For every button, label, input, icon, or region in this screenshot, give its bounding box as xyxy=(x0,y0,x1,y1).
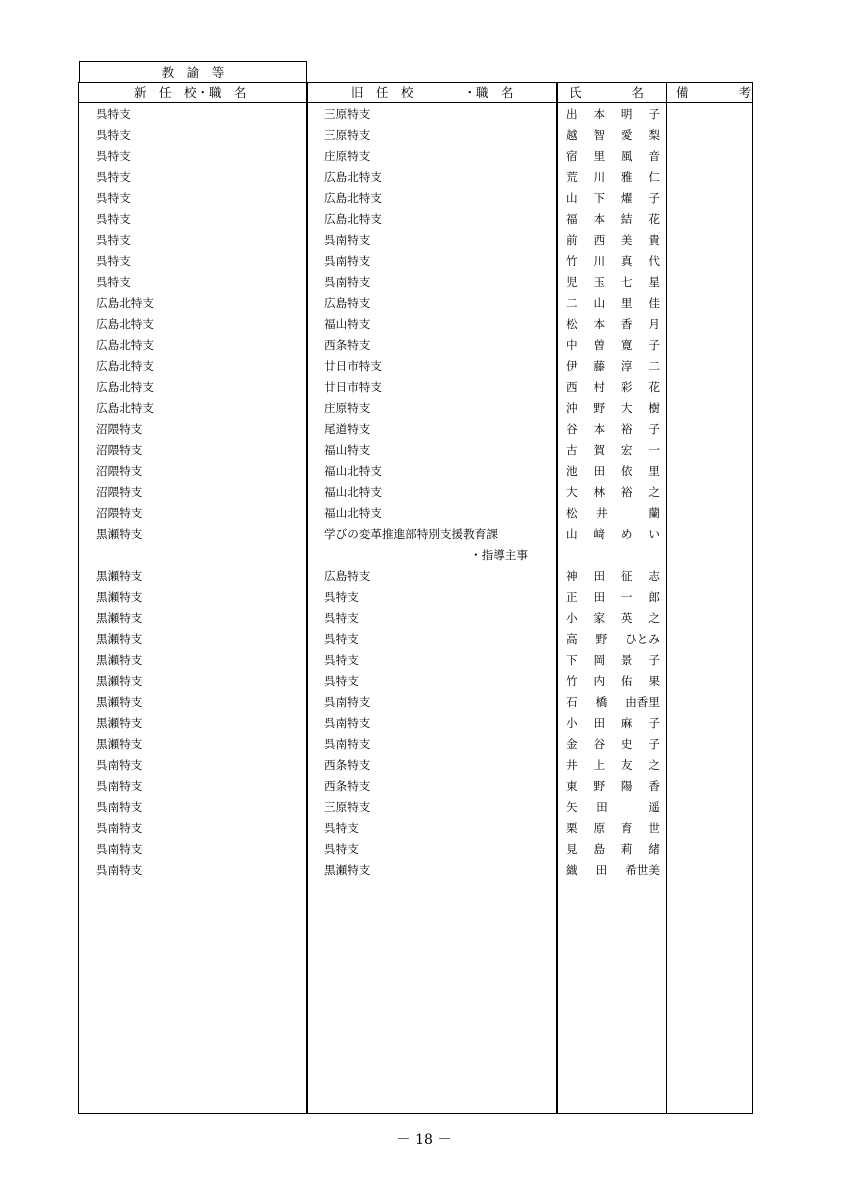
name-char: 代 xyxy=(648,254,660,268)
name-char: 景 xyxy=(620,653,633,667)
name-char: 伊 xyxy=(566,359,578,373)
new-school-cell: 黒瀬特支 xyxy=(96,674,143,688)
name-char: 中 xyxy=(566,338,578,352)
table-row xyxy=(79,860,752,881)
name-char: 音 xyxy=(648,149,660,163)
name-char: 子 xyxy=(648,422,660,436)
table-row xyxy=(79,335,752,356)
name-char: 岡 xyxy=(593,653,606,667)
name-char: 曽 xyxy=(593,338,606,352)
name-cell xyxy=(566,106,660,123)
name-char: い xyxy=(648,527,660,541)
new-school-cell: 呉特支 xyxy=(96,107,131,121)
name-char: 正 xyxy=(566,590,578,604)
old-school-cell: 呉特支 xyxy=(324,653,359,667)
name-char: 一 xyxy=(620,590,633,604)
name-char: 貴 xyxy=(648,233,660,247)
name-char: 本 xyxy=(593,107,606,121)
name-cell xyxy=(566,148,660,165)
name-char: ひとみ xyxy=(625,632,660,646)
name-cell xyxy=(566,778,660,795)
name-char: 藤 xyxy=(593,359,606,373)
name-char: 寛 xyxy=(620,338,633,352)
name-char: 下 xyxy=(566,653,578,667)
name-char: 田 xyxy=(596,800,608,814)
name-char: 谷 xyxy=(593,737,606,751)
old-school-cell: 広島北特支 xyxy=(324,170,382,184)
name-char: 出 xyxy=(566,107,578,121)
old-school-cell: 呉特支 xyxy=(324,632,359,646)
old-school-cell: 呉特支 xyxy=(324,611,359,625)
name-char: 希世美 xyxy=(625,863,660,877)
name-char: 山 xyxy=(566,191,578,205)
name-char: 遥 xyxy=(648,800,660,814)
new-school-cell: 呉特支 xyxy=(96,275,131,289)
old-school-cell: 西条特支 xyxy=(324,758,371,772)
name-char: 子 xyxy=(648,653,660,667)
name-cell xyxy=(566,715,660,732)
name-cell xyxy=(566,757,660,774)
new-school-cell: 黒瀬特支 xyxy=(96,695,143,709)
table-row xyxy=(79,398,752,419)
name-char: 西 xyxy=(593,233,606,247)
name-char: 之 xyxy=(648,485,660,499)
new-school-cell: 黒瀬特支 xyxy=(96,569,143,583)
name-cell xyxy=(566,505,660,522)
old-school-cell: 呉特支 xyxy=(324,842,359,856)
name-char xyxy=(626,505,630,522)
table-row xyxy=(79,671,752,692)
name-cell xyxy=(566,610,660,627)
name-char: 松 xyxy=(566,317,578,331)
name-char: 風 xyxy=(620,149,633,163)
name-char: 裕 xyxy=(620,485,633,499)
name-char: 織 xyxy=(566,863,578,877)
name-cell xyxy=(566,526,660,543)
new-school-cell: 呉南特支 xyxy=(96,821,143,835)
name-cell xyxy=(566,652,660,669)
name-char: 子 xyxy=(648,737,660,751)
table-header xyxy=(79,83,752,103)
table-row xyxy=(79,188,752,209)
table-row xyxy=(79,356,752,377)
table-row xyxy=(79,461,752,482)
old-school-cell: 西条特支 xyxy=(324,338,371,352)
old-school-cell: 廿日市特支 xyxy=(324,380,382,394)
new-school-cell: 黒瀬特支 xyxy=(96,716,143,730)
name-char: 山 xyxy=(593,296,606,310)
table-row xyxy=(79,818,752,839)
name-char: 山 xyxy=(566,527,578,541)
new-school-cell: 呉南特支 xyxy=(96,800,143,814)
name-char: 裕 xyxy=(620,422,633,436)
name-char: 田 xyxy=(593,716,606,730)
name-cell xyxy=(566,694,660,711)
name-char: 下 xyxy=(593,191,606,205)
name-char: 越 xyxy=(566,128,578,142)
name-cell xyxy=(566,736,660,753)
name-cell xyxy=(566,274,660,291)
table-row xyxy=(79,797,752,818)
name-char: 井 xyxy=(566,758,578,772)
name-char: 彩 xyxy=(620,380,633,394)
name-char: 花 xyxy=(648,380,660,394)
name-char: 島 xyxy=(593,842,606,856)
new-school-cell: 呉特支 xyxy=(96,170,131,184)
name-char: 玉 xyxy=(593,275,606,289)
name-char: 愛 xyxy=(620,128,633,142)
name-char: 世 xyxy=(648,821,660,835)
name-char: 宿 xyxy=(566,149,578,163)
new-school-cell: 広島北特支 xyxy=(96,401,154,415)
old-school-cell: 福山北特支 xyxy=(324,506,382,520)
name-char: 莉 xyxy=(620,842,633,856)
new-school-cell: 呉南特支 xyxy=(96,863,143,877)
new-school-cell: 黒瀬特支 xyxy=(96,611,143,625)
name-char: 緒 xyxy=(648,842,660,856)
name-char: 川 xyxy=(593,170,606,184)
new-school-cell: 呉南特支 xyxy=(96,779,143,793)
name-cell xyxy=(566,358,660,375)
name-char: 香 xyxy=(620,317,633,331)
name-cell xyxy=(566,295,660,312)
name-char: 田 xyxy=(593,569,606,583)
old-school-cell: 呉南特支 xyxy=(324,695,371,709)
old-school-cell: 呉南特支 xyxy=(324,233,371,247)
old-school-cell: 呉特支 xyxy=(324,590,359,604)
name-char: 征 xyxy=(620,569,633,583)
old-position-cell: ・指導主事 xyxy=(470,548,528,562)
name-cell xyxy=(566,211,660,228)
name-char: 七 xyxy=(620,275,633,289)
name-char: 淳 xyxy=(620,359,633,373)
table-row xyxy=(79,692,752,713)
name-char: 梨 xyxy=(648,128,660,142)
table-row xyxy=(79,419,752,440)
table-row xyxy=(79,629,752,650)
old-school-cell: 西条特支 xyxy=(324,779,371,793)
name-char: 仁 xyxy=(648,170,660,184)
name-cell xyxy=(566,841,660,858)
header-new-school: 新 任 校・職 名 xyxy=(134,85,247,100)
old-school-cell: 三原特支 xyxy=(324,128,371,142)
table-row xyxy=(79,377,752,398)
new-school-cell: 広島北特支 xyxy=(96,296,154,310)
name-char: 林 xyxy=(593,485,606,499)
name-cell xyxy=(566,442,660,459)
name-char: 樹 xyxy=(648,401,660,415)
name-char: 佳 xyxy=(648,296,660,310)
old-school-cell: 呉特支 xyxy=(324,821,359,835)
name-cell xyxy=(566,379,660,396)
table-row xyxy=(79,272,752,293)
name-char: 児 xyxy=(566,275,578,289)
name-char: 月 xyxy=(648,317,660,331)
name-char: 二 xyxy=(566,296,578,310)
name-char: 里 xyxy=(593,149,606,163)
name-char: 橋 xyxy=(595,695,608,709)
table-row xyxy=(79,209,752,230)
name-char: 依 xyxy=(620,464,633,478)
name-char: 家 xyxy=(593,611,606,625)
old-school-cell: 庄原特支 xyxy=(324,401,371,415)
name-char: 見 xyxy=(566,842,578,856)
name-cell xyxy=(566,568,660,585)
name-char: 之 xyxy=(648,611,660,625)
name-char: 賀 xyxy=(593,443,606,457)
table-row xyxy=(79,125,752,146)
name-char: 野 xyxy=(593,779,606,793)
new-school-cell: 呉特支 xyxy=(96,149,131,163)
name-char: 矢 xyxy=(566,800,578,814)
table-row xyxy=(79,713,752,734)
old-school-cell: 福山特支 xyxy=(324,443,371,457)
name-char: 竹 xyxy=(566,254,578,268)
section-label-text: 教 諭 等 xyxy=(161,65,225,80)
name-char: 智 xyxy=(593,128,606,142)
table-row xyxy=(79,524,752,566)
table-row xyxy=(79,755,752,776)
name-char: 内 xyxy=(593,674,606,688)
name-char: 燿 xyxy=(620,191,633,205)
name-char: 佑 xyxy=(620,674,633,688)
table-row xyxy=(79,146,752,167)
name-char: 野 xyxy=(593,401,606,415)
name-char: 育 xyxy=(620,821,633,835)
name-cell xyxy=(566,589,660,606)
name-char: 野 xyxy=(595,632,608,646)
table-row xyxy=(79,608,752,629)
old-school-cell: 呉南特支 xyxy=(324,716,371,730)
new-school-cell: 呉特支 xyxy=(96,212,131,226)
name-char: 果 xyxy=(648,674,660,688)
name-char: 田 xyxy=(593,464,606,478)
name-char: 本 xyxy=(593,317,606,331)
name-char: 郎 xyxy=(648,590,660,604)
table-row xyxy=(79,776,752,797)
name-cell xyxy=(566,316,660,333)
new-school-cell: 呉南特支 xyxy=(96,842,143,856)
name-char: 小 xyxy=(566,611,578,625)
name-cell xyxy=(566,820,660,837)
page-number: － 18 － xyxy=(396,1132,452,1148)
new-school-cell: 呉特支 xyxy=(96,233,131,247)
name-char: 大 xyxy=(620,401,633,415)
name-cell xyxy=(566,232,660,249)
name-cell xyxy=(566,253,660,270)
name-char: 里 xyxy=(620,296,633,310)
name-char: 雅 xyxy=(620,170,633,184)
name-char: 古 xyxy=(566,443,578,457)
name-char: 原 xyxy=(593,821,606,835)
table-row xyxy=(79,566,752,587)
new-school-cell: 黒瀬特支 xyxy=(96,737,143,751)
name-char: 由香里 xyxy=(625,695,660,709)
name-char: 竹 xyxy=(566,674,578,688)
table-row xyxy=(79,650,752,671)
name-char: 井 xyxy=(596,506,608,520)
new-school-cell: 黒瀬特支 xyxy=(96,632,143,646)
name-char: 本 xyxy=(593,212,606,226)
old-school-cell: 学びの変革推進部特別支援教育課 xyxy=(324,527,498,541)
table-row xyxy=(79,167,752,188)
table-row xyxy=(79,251,752,272)
name-char: 金 xyxy=(566,737,578,751)
name-char: 宏 xyxy=(620,443,633,457)
new-school-cell: 呉特支 xyxy=(96,191,131,205)
name-char: 池 xyxy=(566,464,578,478)
name-cell xyxy=(566,799,660,816)
table-row xyxy=(79,734,752,755)
name-cell xyxy=(566,169,660,186)
old-school-cell: 黒瀬特支 xyxy=(324,863,371,877)
new-school-cell: 呉南特支 xyxy=(96,758,143,772)
old-school-cell: 三原特支 xyxy=(324,107,371,121)
name-char: 前 xyxy=(566,233,578,247)
old-school-cell: 福山特支 xyxy=(324,317,371,331)
old-school-cell: 呉南特支 xyxy=(324,254,371,268)
name-cell xyxy=(566,463,660,480)
name-char: 結 xyxy=(620,212,633,226)
name-char: 明 xyxy=(620,107,633,121)
new-school-cell: 広島北特支 xyxy=(96,380,154,394)
name-cell xyxy=(566,337,660,354)
name-char: 東 xyxy=(566,779,578,793)
name-char: 史 xyxy=(620,737,633,751)
name-char: 子 xyxy=(648,338,660,352)
new-school-cell: 沼隈特支 xyxy=(96,443,143,457)
table-row xyxy=(79,482,752,503)
table-row xyxy=(79,314,752,335)
old-school-cell: 広島北特支 xyxy=(324,212,382,226)
name-char: 松 xyxy=(566,506,578,520)
new-school-cell: 沼隈特支 xyxy=(96,422,143,436)
name-char: 田 xyxy=(595,863,608,877)
name-char: 子 xyxy=(648,107,660,121)
new-school-cell: 広島北特支 xyxy=(96,359,154,373)
new-school-cell: 呉特支 xyxy=(96,254,131,268)
table-body xyxy=(79,104,752,881)
table-row xyxy=(79,293,752,314)
old-school-cell: 広島北特支 xyxy=(324,191,382,205)
name-char: 高 xyxy=(566,632,578,646)
table-row xyxy=(79,839,752,860)
name-char: 小 xyxy=(566,716,578,730)
name-char: 荒 xyxy=(566,170,578,184)
name-char: 﨑 xyxy=(593,527,606,541)
old-school-cell: 福山北特支 xyxy=(324,464,382,478)
name-char: 美 xyxy=(620,233,633,247)
name-cell xyxy=(566,127,660,144)
name-char: 星 xyxy=(648,275,660,289)
name-char: 里 xyxy=(648,464,660,478)
old-school-cell: 福山北特支 xyxy=(324,485,382,499)
old-school-cell: 尾道特支 xyxy=(324,422,371,436)
new-school-cell: 沼隈特支 xyxy=(96,464,143,478)
new-school-cell: 広島北特支 xyxy=(96,338,154,352)
name-cell xyxy=(566,631,660,648)
name-cell xyxy=(566,862,660,879)
section-label xyxy=(79,61,307,82)
old-school-cell: 呉南特支 xyxy=(324,275,371,289)
name-char: め xyxy=(620,527,633,541)
name-cell xyxy=(566,673,660,690)
name-char: 香 xyxy=(648,779,660,793)
name-char: 上 xyxy=(593,758,606,772)
table-row xyxy=(79,587,752,608)
name-cell xyxy=(566,400,660,417)
new-school-cell: 広島北特支 xyxy=(96,317,154,331)
name-char: 本 xyxy=(593,422,606,436)
name-char: 麻 xyxy=(620,716,633,730)
old-school-cell: 廿日市特支 xyxy=(324,359,382,373)
old-school-cell: 三原特支 xyxy=(324,800,371,814)
new-school-cell: 黒瀬特支 xyxy=(96,653,143,667)
old-school-cell: 広島特支 xyxy=(324,296,371,310)
name-char: 志 xyxy=(648,569,660,583)
name-char: 谷 xyxy=(566,422,578,436)
name-char: 英 xyxy=(620,611,633,625)
name-char: 栗 xyxy=(566,821,578,835)
table-row xyxy=(79,503,752,524)
new-school-cell: 黒瀬特支 xyxy=(96,527,143,541)
name-char: 一 xyxy=(648,443,660,457)
name-char: 二 xyxy=(648,359,660,373)
header-old-school: 旧 任 校 ・職 名 xyxy=(351,85,514,100)
table-row xyxy=(79,440,752,461)
name-char xyxy=(626,799,630,816)
name-char: 石 xyxy=(566,695,578,709)
table-row xyxy=(79,230,752,251)
header-name: 氏 名 xyxy=(569,85,645,100)
name-char: 大 xyxy=(566,485,578,499)
old-school-cell: 呉南特支 xyxy=(324,737,371,751)
name-char: 蘭 xyxy=(648,506,660,520)
name-cell xyxy=(566,484,660,501)
name-char: 之 xyxy=(648,758,660,772)
name-char: 川 xyxy=(593,254,606,268)
name-char: 陽 xyxy=(620,779,633,793)
name-char: 子 xyxy=(648,716,660,730)
name-char: 田 xyxy=(593,590,606,604)
old-school-cell: 庄原特支 xyxy=(324,149,371,163)
name-char: 花 xyxy=(648,212,660,226)
new-school-cell: 黒瀬特支 xyxy=(96,590,143,604)
old-school-cell: 広島特支 xyxy=(324,569,371,583)
old-school-cell: 呉特支 xyxy=(324,674,359,688)
new-school-cell: 沼隈特支 xyxy=(96,485,143,499)
name-char: 子 xyxy=(648,191,660,205)
name-cell xyxy=(566,421,660,438)
name-char: 福 xyxy=(566,212,578,226)
name-cell xyxy=(566,190,660,207)
name-char: 真 xyxy=(620,254,633,268)
name-char: 神 xyxy=(566,569,578,583)
new-school-cell: 呉特支 xyxy=(96,128,131,142)
name-char: 村 xyxy=(593,380,606,394)
name-char: 西 xyxy=(566,380,578,394)
personnel-table xyxy=(78,82,753,1114)
name-char: 友 xyxy=(620,758,633,772)
new-school-cell: 沼隈特支 xyxy=(96,506,143,520)
table-row xyxy=(79,104,752,125)
header-remarks: 備 考 xyxy=(676,85,752,100)
name-char: 沖 xyxy=(566,401,578,415)
